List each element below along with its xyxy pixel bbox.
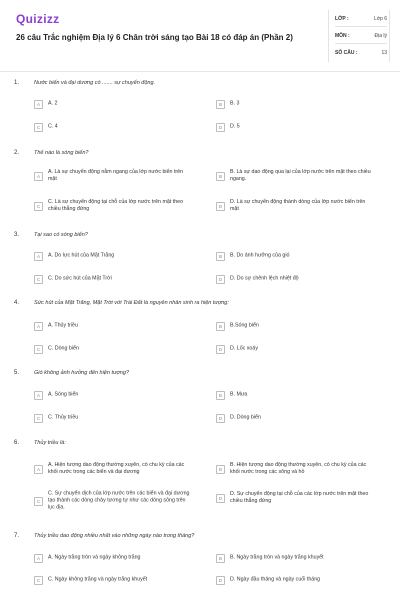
option-text: A. Thủy triều xyxy=(48,322,78,329)
option-text: D. Do sự chênh lệch nhiệt độ xyxy=(230,275,299,282)
question-number: 1. xyxy=(14,80,20,86)
option-letter-box: D xyxy=(216,123,225,132)
option-text: B. Ngày trăng tròn và ngày trăng khuyết xyxy=(230,554,324,561)
question-text: Nước biển và đại dương có ....... sự chuyển động. xyxy=(34,80,156,86)
option-text: D. Là sự chuyển động thành dòng của lớp nước biển trên mặt xyxy=(230,199,366,212)
option-letter-box: A xyxy=(34,391,43,400)
meta-key: LỚP : xyxy=(335,16,349,22)
option-text: A. Do lực hút của Mặt Trăng xyxy=(48,252,115,259)
option-letter-box: C xyxy=(34,497,43,506)
option-text: A. Ngày trăng tròn và ngày không trăng xyxy=(48,554,141,561)
header-divider xyxy=(0,71,400,72)
option-text: B. Là sự dao động qua lại của lớp nước trên mặt theo chiều ngang. xyxy=(230,169,371,182)
option-text: A. Là sự chuyển động nằm ngang của lớp nước biển trên mặt xyxy=(48,169,184,182)
question-text: Sức hút của Mặt Trăng, Mặt Trời với Trái Đất là nguyên nhân sinh ra hiện tượng: xyxy=(34,300,229,306)
question-text: Gió không ảnh hưởng đến hiện tượng? xyxy=(34,370,129,376)
meta-row-subject xyxy=(335,29,387,44)
option-letter-box: D xyxy=(216,202,225,211)
option-letter-box: D xyxy=(216,494,225,503)
option-letter-box: A xyxy=(34,172,43,181)
option-text: D. Sự chuyển động tại chỗ của các lớp nước trên mặt theo chiều thẳng đứng xyxy=(230,491,369,504)
option-text: C. Sự chuyển dịch của lớp nước trên các biển và đại dương tạo thành các dòng chảy tương tự như các dòng sông trên lục địa. xyxy=(48,490,190,511)
option-text: B. Hiện tượng dao động thường xuyên, có chu kỳ của các khối nước trong các sông và hồ xyxy=(230,462,367,475)
option-letter-box: D xyxy=(216,576,225,585)
option-text: D. Dòng biển xyxy=(230,414,261,421)
meta-row-class xyxy=(335,12,387,27)
option-letter-box: C xyxy=(34,576,43,585)
meta-key: MÔN : xyxy=(335,33,350,39)
option-letter-box: C xyxy=(34,123,43,132)
option-text: A. Hiện tượng dao động thường xuyên, có chu kỳ của các khối nước trong các biển và đại dương xyxy=(48,462,185,475)
question-text: Thế nào là sóng biển? xyxy=(34,150,89,156)
option-letter-box: A xyxy=(34,322,43,331)
option-text: B. Do ảnh hưởng của gió xyxy=(230,252,290,259)
option-letter-box: A xyxy=(34,554,43,563)
question-number: 5. xyxy=(14,370,20,376)
option-text: C. Do sức hút của Mặt Trời xyxy=(48,275,112,282)
option-letter-box: C xyxy=(34,275,43,284)
option-text: C. Thủy triều xyxy=(48,414,79,421)
option-text: C. Dòng biển xyxy=(48,345,79,352)
option-letter-box: D xyxy=(216,414,225,423)
option-letter-box: C xyxy=(34,202,43,211)
option-letter-box: A xyxy=(34,100,43,109)
question-number: 6. xyxy=(14,440,20,446)
option-letter-box: B xyxy=(216,554,225,563)
question-text: Thủy triều dao động nhiều nhất vào những ngày nào trong tháng? xyxy=(34,533,195,539)
option-text: C. Ngày không trăng và ngày trăng khuyết xyxy=(48,576,148,583)
option-letter-box: C xyxy=(34,345,43,354)
meta-row-count xyxy=(335,46,387,61)
option-text: D. Ngày đầu tháng và ngày cuối tháng xyxy=(230,576,321,583)
question-text: Thủy triều là: xyxy=(34,440,66,446)
page-title: 26 câu Trắc nghiệm Địa lý 6 Chân trời sáng tạo Bài 18 có đáp án (Phần 2) xyxy=(16,33,293,42)
option-letter-box: B xyxy=(216,172,225,181)
option-letter-box: A xyxy=(34,465,43,474)
option-text: C. Là sự chuyển động tại chỗ của lớp nước trên mặt theo chiều thẳng đứng xyxy=(48,199,184,212)
option-letter-box: B xyxy=(216,100,225,109)
quizizz-logo: Quizizz xyxy=(16,12,60,26)
option-letter-box: A xyxy=(34,252,43,261)
option-text: B.Sóng biển xyxy=(230,322,259,329)
option-letter-box: B xyxy=(216,391,225,400)
question-text: Tại sao có sóng biển? xyxy=(34,232,88,238)
option-text: D. 5 xyxy=(230,123,240,130)
meta-value: Lớp 6 xyxy=(373,16,387,22)
option-text: D. Lốc xoáy xyxy=(230,345,258,352)
meta-key: SỐ CÂU : xyxy=(335,50,358,56)
option-text: B. 3 xyxy=(230,100,240,107)
question-number: 4. xyxy=(14,300,20,306)
option-letter-box: D xyxy=(216,345,225,354)
question-number: 2. xyxy=(14,150,20,156)
question-number: 3. xyxy=(14,232,20,238)
option-letter-box: B xyxy=(216,322,225,331)
option-text: A. 2 xyxy=(48,100,58,107)
meta-value: Địa lý xyxy=(374,33,387,39)
option-letter-box: B xyxy=(216,252,225,261)
meta-box xyxy=(328,10,390,62)
option-text: C. 4 xyxy=(48,123,58,130)
option-letter-box: C xyxy=(34,414,43,423)
meta-value: 13 xyxy=(381,50,387,56)
option-letter-box: D xyxy=(216,275,225,284)
worksheet-header xyxy=(0,0,400,66)
question-number: 7. xyxy=(14,533,20,539)
option-text: A. Sóng biển xyxy=(48,391,79,398)
option-text: B. Mưa xyxy=(230,391,248,398)
option-letter-box: B xyxy=(216,465,225,474)
